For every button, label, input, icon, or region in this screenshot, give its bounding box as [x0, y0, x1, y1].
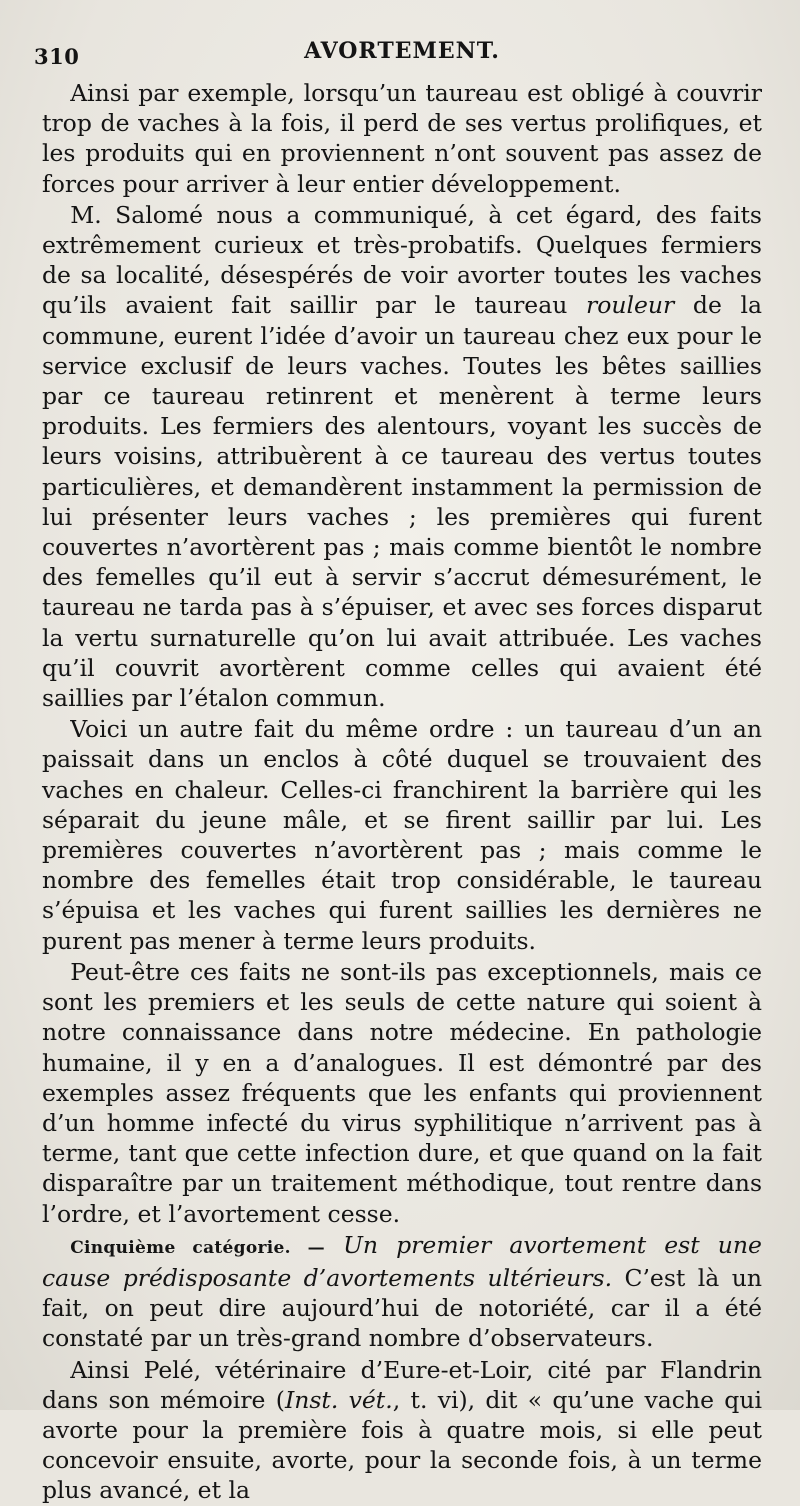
body-text	[42, 78, 762, 1506]
category-heading: Cinquième catégorie. —	[70, 1237, 325, 1258]
category-statement: Un premier avortement est une cause prédisposante d’avortements ultérieurs.	[42, 1230, 762, 1292]
paragraph-6	[42, 1355, 762, 1506]
paragraph-3	[42, 714, 762, 956]
paragraph-2	[42, 200, 762, 713]
paragraph-1	[42, 78, 762, 199]
paragraph-text: Ainsi Pelé, vétérinaire d’Eure-et-Loir, cité par Flandrin dans son mémoire (	[42, 1355, 762, 1414]
paragraph-text: Peut-être ces faits ne sont-ils pas exceptionnels, mais ce sont les premiers et les seuls de cette nature qui soient à notre connaissance dans notre médecine. En pathologie humaine, il y en a d’analogues. Il est démontré par des exemples assez fréquents que les enfants qui proviennent d’un homme infecté du virus syphilitique n’arrivent pas à terme, tant que cette infection dure, et que quand on la fait disparaître par un traitement méthodique, tout rentre dans l’ordre, et l’avortement cesse.	[42, 957, 762, 1228]
paragraph-text: C’est là un fait, on peut dire aujourd’hui de notoriété, car il a été constaté par un très-grand nombre d’observateurs.	[42, 1263, 762, 1353]
paragraph-4	[42, 957, 762, 1229]
paragraph-text: Voici un autre fait du même ordre : un taureau d’un an paissait dans un enclos à côté duquel se trouvaient des vaches en chaleur. Celles-ci franchirent la barrière qui les séparait du jeune mâle, et se firent saillir par lui. Les premières couvertes n’avortèrent pas ; mais comme le nombre des femelles était trop considérable, le taureau s’épuisa et les vaches qui furent saillies les dernières ne purent pas mener à terme leurs produits.	[42, 715, 762, 955]
paragraph-text: M. Salomé nous a communiqué, à cet égard, des faits extrêmement curieux et très-probatifs. Quelques fermiers de sa localité, désespérés de voir avorter toutes les vaches qu’ils avaient fait saillir par le taureau	[42, 200, 762, 320]
paragraph-text: Ainsi par exemple, lorsqu’un taureau est obligé à couvrir trop de vaches à la fois, il perd de ses vertus prolifiques, et les produits qui en proviennent n’ont souvent pas assez de forces pour arriver à leur entier développement.	[42, 79, 762, 198]
page-number: 310	[34, 44, 80, 69]
italic-term: rouleur	[585, 291, 675, 320]
paragraph-text: de la commune, eurent l’idée d’avoir un taureau chez eux pour le service exclusif de leurs vaches. Toutes les bêtes saillies par ce taureau retinrent et menèrent à terme leurs produits. Les fermiers des alentours, voyant les succès de leurs voisins, attribuèrent à ce taureau des vertus toutes particulières, et demandèrent instamment la permission de lui présenter leurs vaches ; les premières qui furent couvertes n’avortèrent pas ; mais comme bientôt le nombre des femelles qu’il eut à servir s’accrut démesurément, le taureau ne tarda pas à s’épuiser, et avec ses forces disparut la vertu surnaturelle qu’on lui avait attribuée. Les vaches qu’il couvrit avortèrent comme celles qui avaient été saillies par l’étalon commun.	[42, 291, 763, 713]
paragraph-5	[42, 1230, 762, 1354]
citation-title: Inst. vét.	[284, 1385, 393, 1414]
paragraph-text: , t. vi), dit « qu’une vache qui avorte pour la première fois à quatre mois, si elle peut concevoir ensuite, avorte, pour la seconde fois, à un terme plus avancé, et la	[42, 1385, 763, 1505]
running-title: AVORTEMENT.	[304, 38, 500, 64]
page-header	[34, 34, 762, 78]
